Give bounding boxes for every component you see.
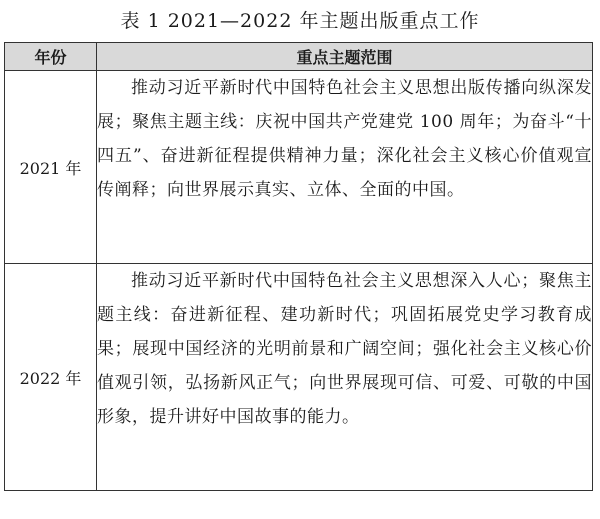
header-key-themes: 重点主题范围 [97, 43, 593, 71]
table-row [5, 264, 593, 491]
year-cell: 2021 年 [5, 71, 97, 264]
themes-cell: 推动习近平新时代中国特色社会主义思想出版传播向纵深发展；聚焦主题主线：庆祝中国共产党建党 100 周年；为奋斗“十四五”、奋进新征程提供精神力量；深化社会主义核心价值观宣传阐释；向世界展示真实、立体、全面的中国。 [97, 71, 593, 264]
year-cell: 2022 年 [5, 264, 97, 491]
table-row [5, 71, 593, 264]
themes-cell: 推动习近平新时代中国特色社会主义思想深入人心；聚焦主题主线：奋进新征程、建功新时代；巩固拓展党史学习教育成果；展现中国经济的光明前景和广阔空间；强化社会主义核心价值观引领，弘扬新风正气；向世界展现可信、可爱、可敬的中国形象，提升讲好中国故事的能力。 [97, 264, 593, 491]
header-year: 年份 [5, 43, 97, 71]
table-header-row [5, 43, 593, 71]
publishing-priorities-table [4, 42, 593, 491]
table-caption: 表 1 2021—2022 年主题出版重点工作 [120, 10, 480, 32]
